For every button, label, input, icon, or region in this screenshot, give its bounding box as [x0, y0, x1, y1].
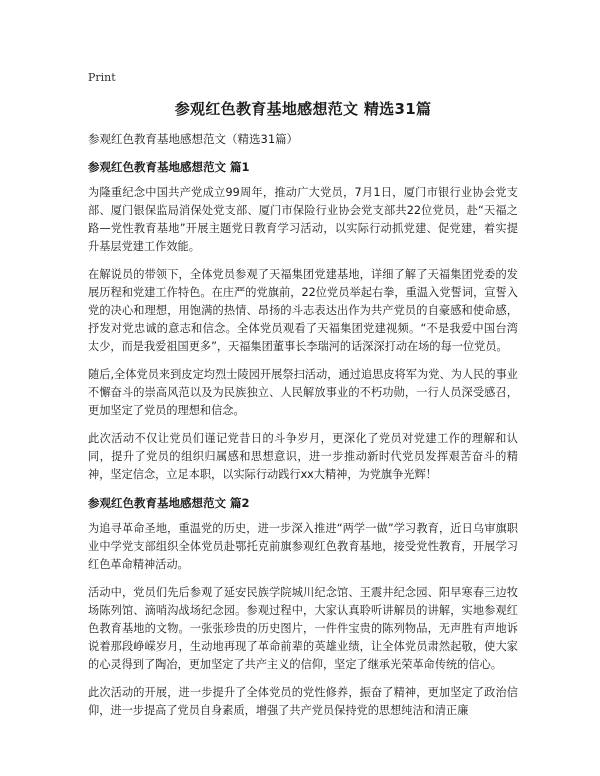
page-title: 参观红色教育基地感想范文 精选31篇 [174, 100, 432, 118]
paragraph: 为隆重纪念中国共产党成立99周年，推动广大党员，7月1日，厦门市银行业协会党支部、厦门银保监局消保处党支部、厦门市保险行业协会党支部共22位党员，赴“天福之路—党性教育基地”开展主题党日教育学习活动，以实际行动抓党建、促党建，着实提升基层党建工作效能。 [88, 186, 518, 253]
section-heading: 参观红色教育基地感想范文 篇1 [88, 160, 250, 174]
paragraph: 为追寻革命圣地，重温党的历史，进一步深入推进“两学一做”学习教育，近日乌审旗职业中学党支部组织全体党员赴鄂托克前旗参观红色教育基地，接受党性教育，开展学习红色革命精神活动。 [88, 522, 518, 571]
article-section-1 [88, 158, 518, 484]
paragraph: 随后,全体党员来到皮定均烈士陵园开展祭扫活动，通过追思皮将军为党、为人民的事业不懈奋斗的崇高风范以及为民族独立、人民解放事业的不朽功勋，一行人员深受感召，更加坚定了党员的理想和信念。 [88, 368, 518, 417]
paragraph: 此次活动的开展，进一步提升了全体党员的党性修养，振奋了精神，更加坚定了政治信仰，进一步提高了党员自身素质，增强了共产党员保持党的思想纯洁和清正廉 [88, 686, 518, 717]
article-section-2 [88, 494, 518, 720]
document-page [88, 70, 518, 720]
paragraph: 在解说员的带领下，全体党员参观了天福集团党建基地，详细了解了天福集团党委的发展历程和党建工作特色。在庄严的党旗前，22位党员举起右拳，重温入党誓词，宣誓入党的决心和理想，用饱满的热情、昂扬的斗志表达出作为共产党员的自豪感和使命感，抒发对党忠诚的意志和信念。全体党员观看了天福集团党建视频。“不是我爱中国台湾太少，而是我爱祖国更多”，天福集团董事长李瑞河的话深深打动在场的每一位党员。 [88, 268, 518, 353]
print-link[interactable]: Print [88, 71, 116, 84]
paragraph: 此次活动不仅让党员们谨记党昔日的斗争岁月，更深化了党员对党建工作的理解和认同，提升了党员的组织归属感和思想意识，进一步推动新时代党员发挥艰苦奋斗的精神，坚定信念，立足本职，以实际行动践行xx大精神，为党旗争光辉！ [88, 432, 518, 481]
document-subtitle: 参观红色教育基地感想范文（精选31篇） [88, 132, 299, 146]
paragraph: 活动中，党员们先后参观了延安民族学院城川纪念馆、王震井纪念园、阳早寒春三边牧场陈列馆、滴哨沟战场纪念园。参观过程中，大家认真聆听讲解员的讲解，实地参观红色教育基地的文物。一张张珍贵的历史图片，一件件宝贵的陈列物品，无声胜有声地诉说着那段峥嵘岁月，生动地再现了革命前辈的英雄业绩，让全体党员肃然起敬，使大家的心灵得到了陶冶，更加坚定了共产主义的信仰，坚定了继承光荣革命传统的信心。 [88, 586, 518, 671]
section-heading: 参观红色教育基地感想范文 篇2 [88, 496, 250, 510]
